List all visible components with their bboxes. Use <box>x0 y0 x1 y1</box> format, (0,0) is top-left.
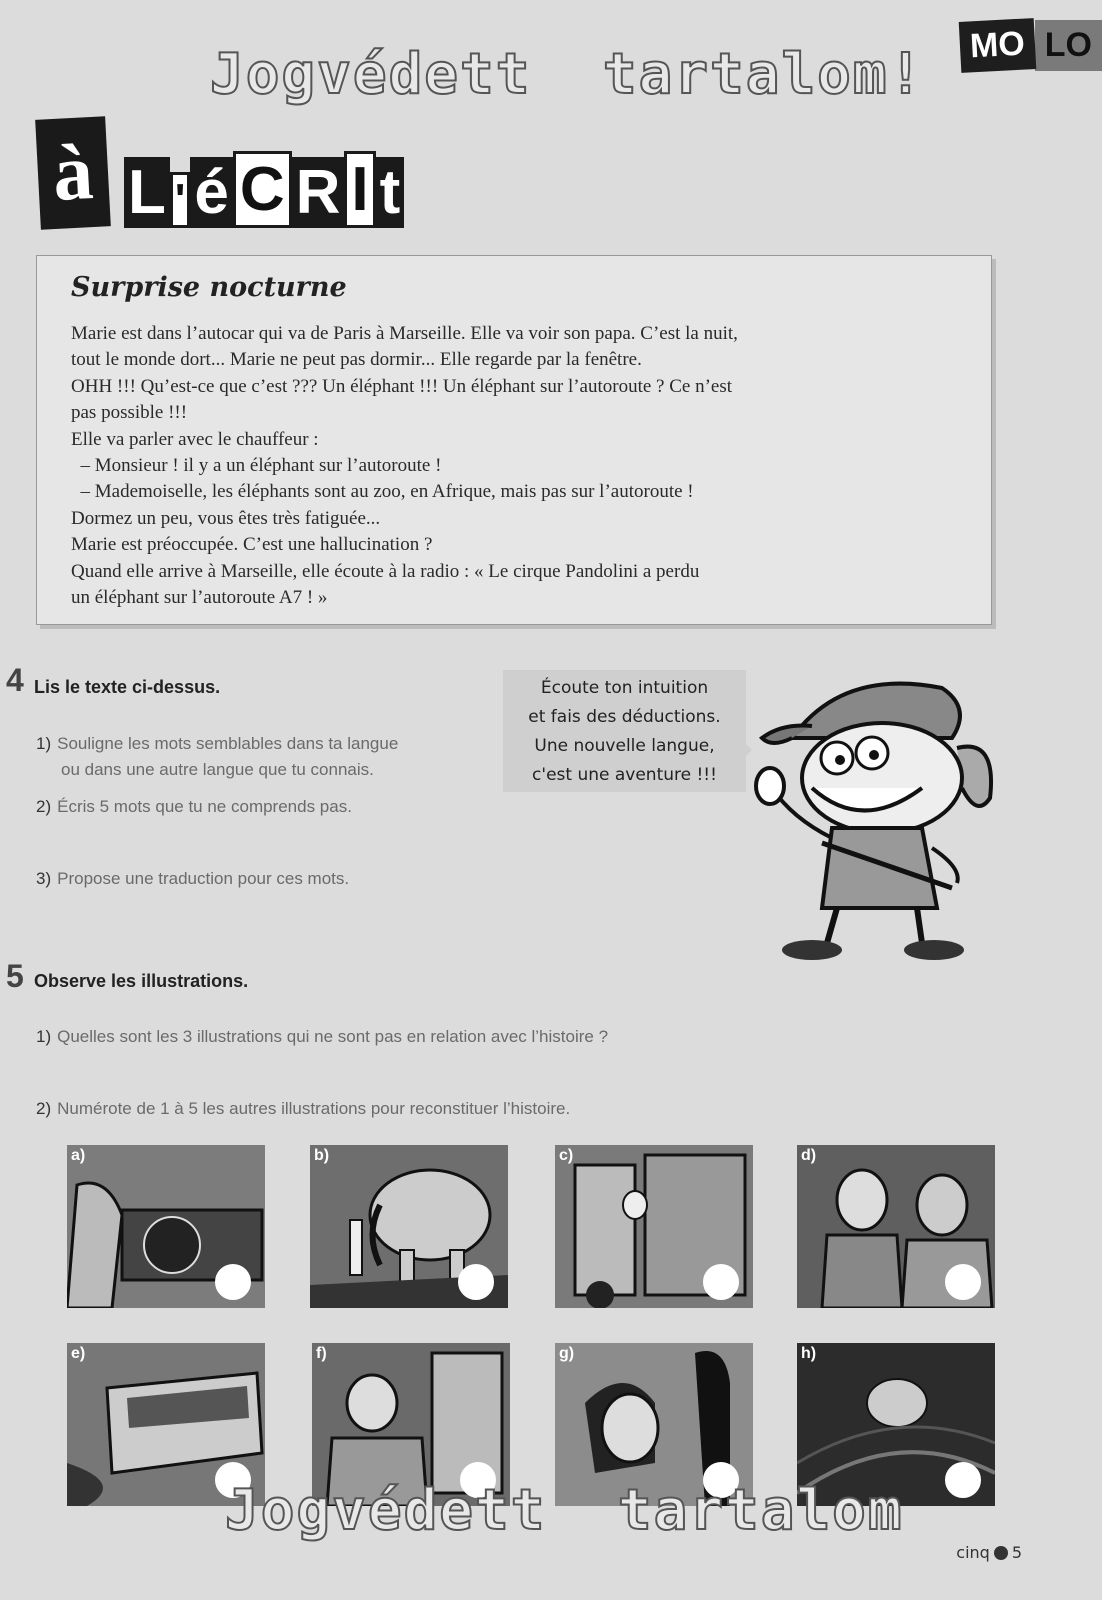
answer-circle[interactable] <box>215 1264 251 1300</box>
story-box <box>36 255 992 625</box>
bullet-icon <box>994 1546 1008 1560</box>
ecrit-letter: C <box>233 151 292 228</box>
story-line: un éléphant sur l’autoroute A7 ! » <box>71 587 328 609</box>
watermark-bottom: Jogvédett tartalom <box>225 1478 904 1543</box>
item-number: 2) <box>36 1099 52 1118</box>
answer-circle[interactable] <box>945 1264 981 1300</box>
item-number: 2) <box>36 797 52 816</box>
explorer-girl-illustration <box>752 668 1002 968</box>
item-number: 3) <box>36 869 52 888</box>
molo-badge-part1: MO <box>959 18 1036 73</box>
item-number: 1) <box>36 1027 52 1046</box>
watermark-top: Jogvédett tartalom! <box>210 42 925 107</box>
illustration-label: a) <box>71 1147 86 1164</box>
molo-badge-part2: LO <box>1035 20 1102 71</box>
page-word: cinq <box>956 1543 990 1562</box>
ecrit-letter: t <box>376 157 405 228</box>
speech-line: Une nouvelle langue, <box>534 736 715 756</box>
illustration-b-elephant <box>310 1145 508 1308</box>
ecrit-letter: ' <box>170 172 190 228</box>
header-ecrit <box>124 151 404 228</box>
item-text: Quelles sont les 3 illustrations qui ne sont pas en relation avec l’histoire ? <box>57 1027 609 1046</box>
illustration-d-driver <box>797 1145 995 1308</box>
story-title: Surprise nocturne <box>71 272 347 303</box>
exercise-5-item <box>36 1024 608 1050</box>
story-line: Elle va parler avec le chauffeur : <box>71 428 319 450</box>
illustration-c-bus-door <box>555 1145 753 1308</box>
item-text: Souligne les mots semblables dans ta langue <box>57 734 399 753</box>
page-footer <box>956 1543 1022 1562</box>
illustration-label: f) <box>316 1345 327 1362</box>
story-line: Marie est dans l’autocar qui va de Paris à Marseille. Elle va voir son papa. C’est la nuit, <box>71 323 738 344</box>
molo-badge <box>960 20 1102 71</box>
story-line: – Monsieur ! il y a un éléphant sur l’autoroute ! <box>71 455 442 477</box>
story-line: OHH !!! Qu’est-ce que c’est ??? Un éléphant !!! Un éléphant sur l’autoroute ? Ce n’est <box>71 375 733 397</box>
illustration-label: e) <box>71 1345 86 1362</box>
speech-bubble <box>503 670 746 792</box>
story-line: Marie est préoccupée. C’est une hallucination ? <box>71 534 433 556</box>
exercise-4-number: 4 <box>6 662 24 698</box>
exercise-4-item <box>36 731 398 757</box>
illustration-label: b) <box>314 1147 330 1164</box>
exercise-4-title: Lis le texte ci-dessus. <box>34 677 221 697</box>
story-line: – Mademoiselle, les éléphants sont au zoo, en Afrique, mais pas sur l’autoroute ! <box>71 481 694 503</box>
illustration-label: c) <box>559 1147 574 1164</box>
speech-line: et fais des déductions. <box>528 707 721 727</box>
item-text: Écris 5 mots que tu ne comprends pas. <box>57 797 352 816</box>
illustration-label: g) <box>559 1345 575 1362</box>
ecrit-letter: R <box>292 157 345 228</box>
item-text: Propose une traduction pour ces mots. <box>57 869 350 888</box>
speech-line: c'est une aventure !!! <box>532 765 717 785</box>
exercise-4-item <box>36 866 349 892</box>
exercise-4-item <box>36 794 352 820</box>
illustration-a-radio <box>67 1145 265 1308</box>
speech-line: Écoute ton intuition <box>540 678 709 698</box>
story-line: pas possible !!! <box>71 402 188 424</box>
story-line: tout le monde dort... Marie ne peut pas dormir... Elle regarde par la fenêtre. <box>71 349 642 371</box>
item-text: Numérote de 1 à 5 les autres illustrations pour reconstituer l’histoire. <box>57 1099 571 1118</box>
ecrit-letter: L <box>124 157 170 228</box>
answer-circle[interactable] <box>945 1462 981 1498</box>
ecrit-letter: é <box>190 157 232 228</box>
answer-circle[interactable] <box>703 1264 739 1300</box>
item-text: ou dans une autre langue que tu connais. <box>61 760 374 779</box>
story-line: Quand elle arrive à Marseille, elle écoute à la radio : « Le cirque Pandolini a perdu <box>71 560 700 582</box>
answer-circle[interactable] <box>458 1264 494 1300</box>
section-header <box>38 118 404 228</box>
item-number: 1) <box>36 734 52 753</box>
illustration-label: h) <box>801 1345 817 1362</box>
story-line: Dormez un peu, vous êtes très fatiguée... <box>71 507 381 529</box>
exercise-5-title: Observe les illustrations. <box>34 971 249 991</box>
illustration-label: d) <box>801 1147 817 1164</box>
ecrit-letter: I <box>344 151 375 228</box>
page-number: 5 <box>1011 1543 1022 1562</box>
exercise-4-item <box>61 757 374 783</box>
header-letter-a: à <box>35 116 111 230</box>
exercise-5-item <box>36 1096 570 1122</box>
exercise-5-number: 5 <box>6 958 24 994</box>
